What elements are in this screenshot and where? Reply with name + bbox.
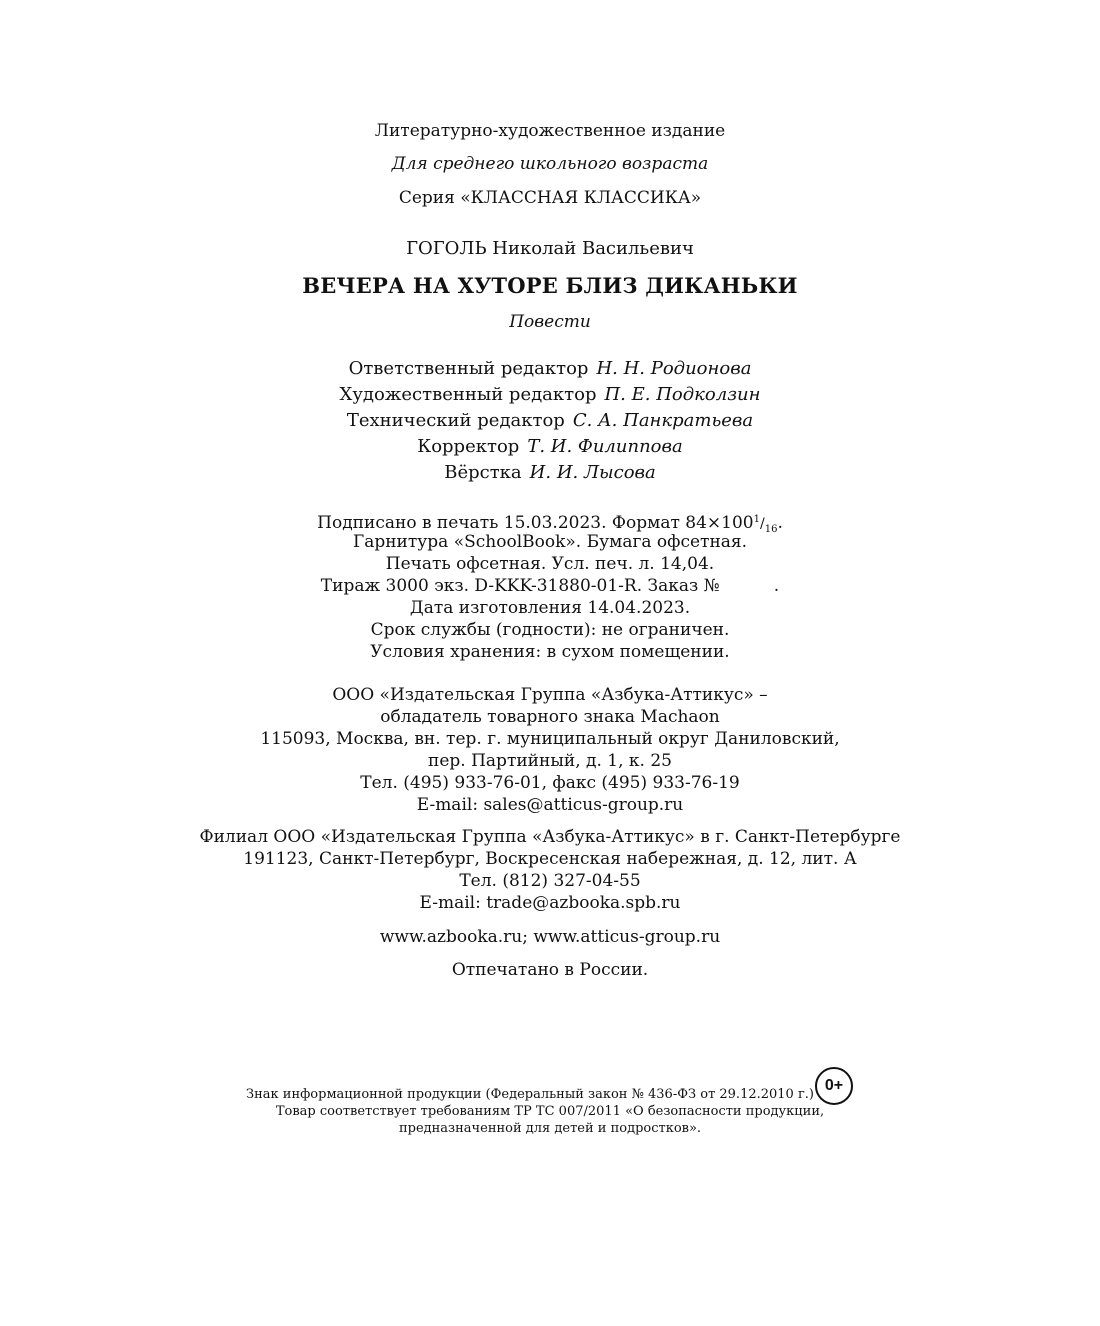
publisher-line: Тел. (495) 933-76-01, факс (495) 933-76-19 (360, 773, 740, 793)
print-info-line: Дата изготовления 14.04.2023. (409, 598, 691, 618)
series: Серия «КЛАССНАЯ КЛАССИКА» (398, 188, 702, 208)
websites: www.azbooka.ru; www.atticus-group.ru (379, 927, 721, 947)
branch-line: Тел. (812) 327-04-55 (459, 871, 641, 891)
staff-name: С. А. Панкратьева (572, 410, 754, 431)
branch-email: E-mail: trade@azbooka.spb.ru (419, 893, 681, 913)
staff-row (0, 384, 1100, 406)
staff-name: И. И. Лысова (529, 462, 656, 483)
author: ГОГОЛЬ Николай Васильевич (406, 238, 694, 259)
genre: Повести (509, 312, 591, 332)
signed-to-print: Подписано в печать 15.03.2023. Формат $84\times 100^1/_{16}$. (317, 513, 783, 535)
staff-role: Вёрстка (444, 462, 522, 483)
branch-line: 191123, Санкт-Петербург, Воскресенская набережная, д. 12, лит. А (243, 849, 857, 869)
footer-line: предназначенной для детей и подростков». (398, 1121, 702, 1136)
staff-row (0, 410, 1100, 432)
publisher-line: 115093, Москва, вн. тер. г. муниципальный округ Даниловский, (260, 729, 840, 749)
staff-role: Художественный редактор (339, 384, 597, 405)
footer-line: Знак информационной продукции (Федеральный закон № 436-ФЗ от 29.12.2010 г.) (246, 1087, 814, 1102)
print-info-line: Срок службы (годности): не ограничен. (370, 620, 730, 640)
format-numerator: 1 (753, 514, 760, 525)
staff-role: Технический редактор (346, 410, 565, 431)
audience: Для среднего школьного возраста (391, 154, 709, 174)
staff-row (0, 358, 1100, 380)
footer-line: Товар соответствует требованиям ТР ТС 007/2011 «О безопасности продукции, (275, 1104, 825, 1119)
publisher-line: пер. Партийный, д. 1, к. 25 (428, 751, 672, 771)
publisher-line: ООО «Издательская Группа «Азбука-Аттикус» – (332, 685, 768, 705)
format-fraction: $^1/_{16}$ (753, 514, 778, 535)
staff-row (0, 462, 1100, 484)
book-title: ВЕЧЕРА НА ХУТОРЕ БЛИЗ ДИКАНЬКИ (302, 273, 798, 298)
staff-name: Т. И. Филиппова (527, 436, 683, 457)
staff-name: Н. Н. Родионова (596, 358, 752, 379)
age-rating-badge: 0+ (815, 1067, 853, 1105)
print-info-line: Тираж 3000 экз. D-KKK-31880-01-R. Заказ № . (320, 576, 780, 596)
staff-role: Ответственный редактор (348, 358, 589, 379)
edition-type: Литературно-художественное издание (374, 121, 726, 141)
publisher-line: обладатель товарного знака Machaon (380, 707, 720, 727)
print-info-line: Гарнитура «SchoolBook». Бумага офсетная. (352, 532, 748, 552)
staff-role: Корректор (417, 436, 520, 457)
staff-row (0, 436, 1100, 458)
print-info-line: Печать офсетная. Усл. печ. л. 14,04. (385, 554, 715, 574)
staff-name: П. Е. Подколзин (604, 384, 761, 405)
publisher-email: E-mail: sales@atticus-group.ru (416, 795, 684, 815)
printed-in: Отпечатано в России. (451, 960, 649, 980)
print-run-order: Тираж 3000 экз. D-KKK-31880-01-R. Заказ № (320, 576, 720, 596)
signed-prefix: Подписано в печать 15.03.2023. Формат 84×100 (317, 513, 754, 533)
branch-line: Филиал ООО «Издательская Группа «Азбука-Аттикус» в г. Санкт-Петербурге (199, 827, 901, 847)
print-info-line: Условия хранения: в сухом помещении. (370, 642, 730, 662)
format-denominator: 16 (764, 524, 778, 535)
